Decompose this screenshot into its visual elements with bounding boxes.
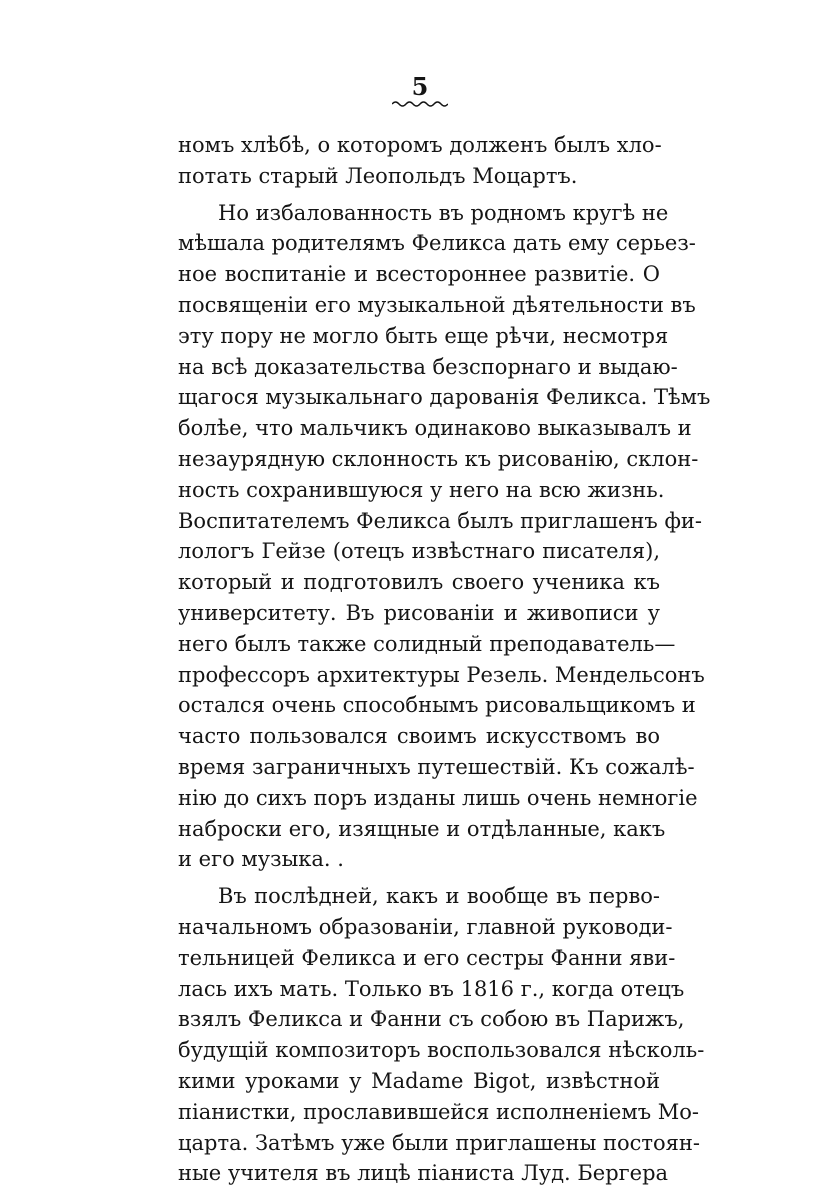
text-line: остался очень способнымъ рисовальщикомъ и bbox=[178, 693, 696, 718]
page-number: 5 bbox=[411, 72, 429, 101]
text-line: незаурядную склонность къ рисованію, склон- bbox=[178, 446, 699, 471]
body-text bbox=[178, 130, 711, 1189]
text-line: царта. Затѣмъ уже были приглашены постоян- bbox=[178, 1130, 700, 1155]
text-line: будущій композиторъ воспользовался нѣсколь- bbox=[178, 1038, 705, 1063]
text-line: кими уроками у Madame Bigot, извѣстной bbox=[178, 1068, 660, 1093]
text-line: который и подготовилъ своего ученика къ bbox=[178, 570, 660, 595]
text-line: взялъ Феликса и Фанни съ собою въ Парижъ, bbox=[178, 1007, 685, 1032]
text-line: наброски его, изящные и отдѣланные, какъ bbox=[178, 816, 666, 841]
text-line: него былъ также солидный преподаватель— bbox=[178, 631, 676, 656]
text-line: мѣшала родителямъ Феликса дать ему серьез- bbox=[178, 231, 696, 256]
text-line: на всѣ доказательства безспорнаго и выдаю- bbox=[178, 354, 678, 379]
wavy-rule-ornament bbox=[392, 100, 448, 108]
text-line: ность сохранившуюся у него на всю жизнь. bbox=[178, 477, 665, 502]
text-line: лась ихъ мать. Только въ 1816 г., когда отецъ bbox=[178, 976, 685, 1001]
paragraph bbox=[178, 881, 705, 1189]
text-line: щагося музыкальнаго дарованія Феликса. Тѣмъ bbox=[178, 385, 711, 410]
text-line: эту пору не могло быть еще рѣчи, несмотря bbox=[178, 323, 669, 348]
paragraph bbox=[178, 198, 711, 876]
page-header bbox=[0, 74, 840, 108]
text-line: нію до сихъ поръ изданы лишь очень немногіе bbox=[178, 785, 698, 810]
text-line: ные учителя въ лицѣ піаниста Луд. Бергера bbox=[178, 1161, 669, 1186]
text-line: университету. Въ рисованіи и живописи у bbox=[178, 600, 660, 625]
text-line: тельницей Феликса и его сестры Фанни яви- bbox=[178, 945, 676, 970]
text-line: потать старый Леопольдъ Моцартъ. bbox=[178, 163, 578, 188]
paragraph bbox=[178, 130, 660, 192]
text-line: профессоръ архитектуры Резель. Мендельсонъ bbox=[178, 662, 705, 687]
text-line: Въ послѣдней, какъ и вообще въ перво- bbox=[218, 884, 660, 909]
text-line: и его музыка. . bbox=[178, 847, 344, 872]
text-line: часто пользовался своимъ искусствомъ во bbox=[178, 724, 660, 749]
text-line: Но избалованность въ родномъ кругѣ не bbox=[218, 200, 669, 225]
text-line: время заграничныхъ путешествій. Къ сожалѣ- bbox=[178, 754, 695, 779]
text-line: ное воспитаніе и всестороннее развитіе. О bbox=[178, 262, 660, 287]
text-line: піанистки, прославившейся исполненіемъ Мо- bbox=[178, 1099, 699, 1124]
text-line: номъ хлѣбѣ, о которомъ долженъ былъ хло- bbox=[178, 133, 662, 157]
text-line: Воспитателемъ Феликса былъ приглашенъ фи- bbox=[178, 508, 702, 533]
text-line: болѣе, что мальчикъ одинаково выказывалъ и bbox=[178, 416, 692, 441]
text-line: начальномъ образованіи, главной руководи- bbox=[178, 914, 673, 939]
text-line: лологъ Гейзе (отецъ извѣстнаго писателя), bbox=[178, 539, 660, 564]
text-line: посвященіи его музыкальной дѣятельности въ bbox=[178, 292, 696, 317]
